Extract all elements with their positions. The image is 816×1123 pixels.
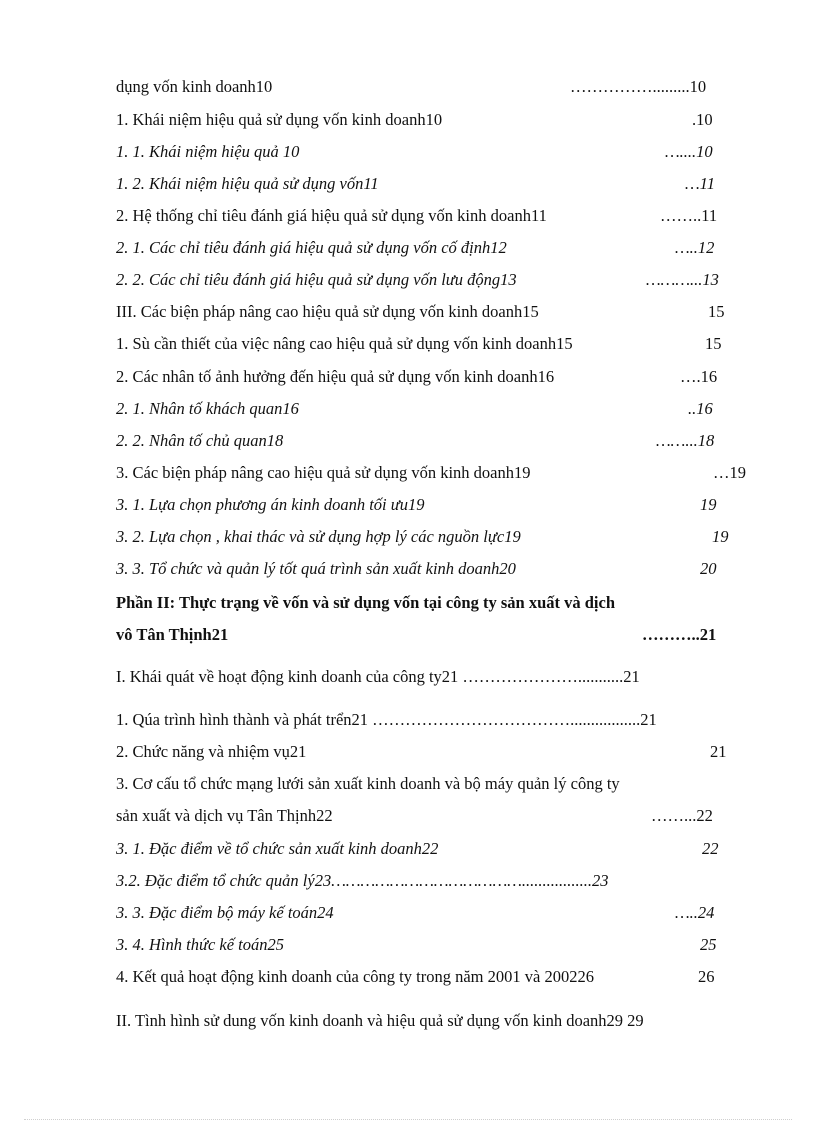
toc-entry-text: 2. Hệ thống chỉ tiêu đánh giá hiệu quả sử dụng vốn kinh doanh11 xyxy=(116,206,547,225)
toc-entry-text: 3. Cơ cấu tổ chức mạng lưới sản xuất kinh doanh và bộ máy quản lý công ty xyxy=(116,774,620,793)
toc-entry-text: 1. Sù cần thiết của việc nâng cao hiệu quả sử dụng vốn kinh doanh15 xyxy=(116,334,573,353)
toc-entry-text: sản xuất và dịch vụ Tân Thịnh22 xyxy=(116,806,333,825)
toc-entry-text: 3. Các biện pháp nâng cao hiệu quả sử dụng vốn kinh doanh19 xyxy=(116,463,531,482)
toc-entry-page: …....10 xyxy=(665,142,713,161)
toc-entry-page: …………….........10 xyxy=(570,77,707,96)
toc-entry-text: 3.2. Đặc điểm tổ chức quản lý23………………………………….................23 xyxy=(116,871,609,890)
toc-entry-page: …19 xyxy=(713,463,746,482)
toc-entry-text: 3. 1. Lựa chọn phương án kinh doanh tối ưu19 xyxy=(116,495,425,514)
toc-entry-text: 3. 2. Lựa chọn , khai thác và sử dụng hợp lý các nguồn lực19 xyxy=(116,527,521,546)
toc-entry-page: ..16 xyxy=(688,399,713,418)
toc-entry-page: …11 xyxy=(685,174,715,193)
toc-entry-page: 21 xyxy=(710,742,727,761)
toc-entry-text: 3. 1. Đặc điểm về tổ chức sản xuất kinh doanh22 xyxy=(116,839,439,858)
toc-entry-text: III. Các biện pháp nâng cao hiệu quả sử dụng vốn kinh doanh15 xyxy=(116,302,539,321)
toc-entry-page: …..24 xyxy=(675,903,715,922)
toc-entry-page: .10 xyxy=(692,110,713,129)
toc-entry-text: 2. 1. Nhân tố khách quan16 xyxy=(116,399,299,418)
toc-entry-text: 1. 2. Khái niệm hiệu quả sử dụng vốn11 xyxy=(116,174,379,193)
toc-entry-text: 3. 3. Tổ chức và quản lý tốt quá trình sản xuất kinh doanh20 xyxy=(116,559,516,578)
page-bottom-divider xyxy=(24,1119,792,1120)
toc-entry-text: 3. 3. Đặc điểm bộ máy kế toán24 xyxy=(116,903,334,922)
toc-entry-text: 1. Qúa trình hình thành và phát trển21 ……………………………….................21 xyxy=(116,710,657,729)
toc-entry-text: dụng vốn kinh doanh10 xyxy=(116,77,273,96)
toc-entry-text: 2. 2. Nhân tố chủ quan18 xyxy=(116,431,284,450)
toc-entry-text: vô Tân Thịnh21 xyxy=(116,625,229,644)
toc-entry-page: 19 xyxy=(700,495,717,514)
toc-entry-text: 2. 1. Các chỉ tiêu đánh giá hiệu quả sử dụng vốn cố định12 xyxy=(116,238,507,257)
toc-entry-page: ….16 xyxy=(680,367,718,386)
toc-entry-page: 25 xyxy=(700,935,717,954)
toc-entry-page: 15 xyxy=(705,334,722,353)
toc-entry-page: ………..21 xyxy=(642,625,717,644)
toc-entry-text: 3. 4. Hình thức kế toán25 xyxy=(116,935,285,954)
toc-entry-page: …..12 xyxy=(675,238,715,257)
toc-entry-page: ……...18 xyxy=(656,431,715,450)
toc-entry-text: 1. Khái niệm hiệu quả sử dụng vốn kinh doanh10 xyxy=(116,110,443,129)
toc-entry-text: 2. 2. Các chỉ tiêu đánh giá hiệu quả sử dụng vốn lưu động13 xyxy=(116,270,517,289)
toc-entry-page: 22 xyxy=(702,839,719,858)
toc-entry-text: 2. Chức năng và nhiệm vụ21 xyxy=(116,742,307,761)
toc-entry-page: ……..11 xyxy=(660,206,718,225)
toc-entry-text: 4. Kết quả hoạt động kinh doanh của công ty trong năm 2001 và 200226 xyxy=(116,967,594,986)
toc-entry-text: I. Khái quát về hoạt động kinh doanh của công ty21 …………………...........21 xyxy=(116,667,640,686)
toc-entry-page: ………...13 xyxy=(646,270,719,289)
toc-entry-page: 26 xyxy=(698,967,715,986)
toc-entry-text: Phần II: Thực trạng về vốn và sử dụng vốn tại công ty sản xuất và dịch xyxy=(116,593,616,612)
toc-entry-page: 20 xyxy=(700,559,717,578)
toc-entry-text: II. Tình hình sử dung vốn kinh doanh và hiệu quả sử dụng vốn kinh doanh29 29 xyxy=(116,1011,644,1030)
toc-entry-text: 1. 1. Khái niệm hiệu quả 10 xyxy=(116,142,300,161)
toc-entry-text: 2. Các nhân tố ảnh hưởng đến hiệu quả sử dụng vốn kinh doanh16 xyxy=(116,367,555,386)
toc-entry-page: 15 xyxy=(708,302,725,321)
toc-entry-page: 19 xyxy=(712,527,729,546)
toc-entry-page: ……...22 xyxy=(651,806,713,825)
